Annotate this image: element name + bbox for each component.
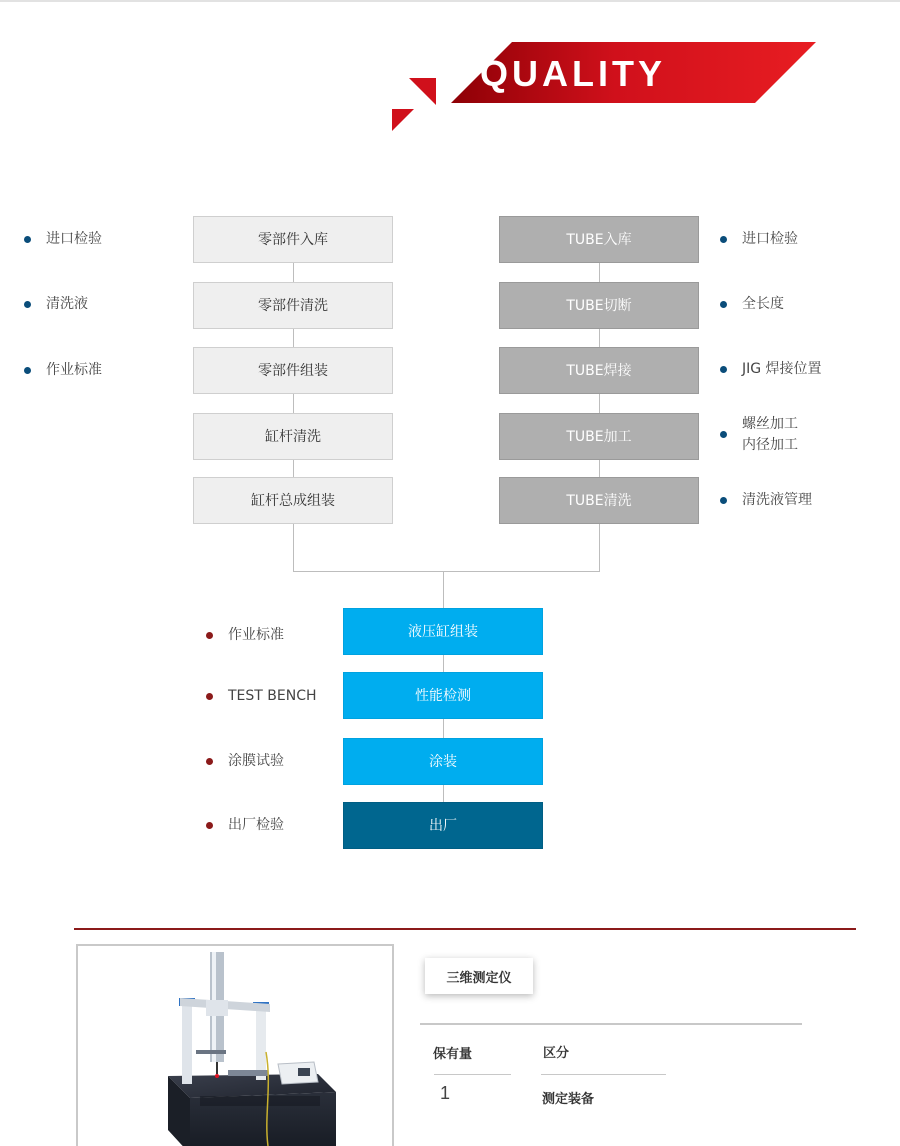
note-text: 涂膜试验	[228, 753, 284, 769]
flow-step-label: TUBE加工	[566, 428, 632, 445]
note-text: JIG 焊接位置	[742, 361, 822, 377]
note-text: 作业标准	[46, 362, 102, 378]
bullet-dot-icon	[720, 301, 727, 308]
note-text: TEST BENCH	[228, 688, 317, 704]
bottom-note	[206, 686, 317, 707]
flow-step-tube-cutting	[499, 282, 699, 329]
qty-underline	[434, 1074, 511, 1075]
top-divider	[0, 0, 900, 2]
right-note	[720, 359, 822, 380]
note-text: 清洗液管理	[742, 492, 812, 508]
flow-step-parts-receiving	[193, 216, 393, 263]
flow-step-parts-cleaning	[193, 282, 393, 329]
qty-value: 1	[440, 1083, 451, 1103]
flow-step-label: TUBE入库	[566, 231, 632, 248]
flow-step-label: 零部件组装	[258, 362, 328, 379]
merge-connector	[293, 571, 600, 572]
category-value: 测定装备	[542, 1092, 595, 1107]
flow-step-label: 液压缸组装	[408, 623, 478, 640]
right-note	[720, 490, 812, 511]
flow-step-painting	[343, 738, 543, 785]
bullet-dot-icon	[720, 366, 727, 373]
bottom-note	[206, 751, 284, 772]
flow-step-label: TUBE切断	[566, 297, 632, 314]
flow-step-tube-welding	[499, 347, 699, 394]
section-divider	[74, 928, 856, 930]
flow-step-label: 性能检测	[415, 687, 471, 704]
flow-step-label: 涂装	[429, 753, 457, 770]
note-text: 出厂检验	[228, 817, 284, 833]
note-text: 全长度	[742, 296, 784, 312]
flow-step-label: 出厂	[429, 817, 457, 834]
equipment-name-tag	[425, 958, 533, 994]
note-line: 内径加工	[742, 437, 798, 453]
cmm-machine-image	[78, 946, 394, 1146]
flow-step-label: TUBE焊接	[566, 362, 632, 379]
flow-step-shipping	[343, 802, 543, 849]
banner-triangle-lower	[392, 109, 414, 131]
right-note	[720, 294, 784, 315]
qty-header: 保有量	[433, 1047, 473, 1062]
category-underline	[541, 1074, 666, 1075]
flow-step-label: 缸杆清洗	[265, 428, 321, 445]
note-text: 进口检验	[742, 231, 798, 247]
right-note	[720, 229, 798, 250]
flow-step-tube-cleaning	[499, 477, 699, 524]
bullet-dot-icon	[24, 236, 31, 243]
bullet-dot-icon	[720, 431, 727, 438]
bullet-dot-icon	[206, 758, 213, 765]
equipment-name: 三维测定仪	[446, 970, 512, 986]
category-header: 区分	[543, 1046, 570, 1061]
left-note	[24, 360, 102, 381]
bullet-dot-icon	[24, 301, 31, 308]
bullet-dot-icon	[206, 822, 213, 829]
right-note	[720, 414, 798, 456]
note-text	[742, 414, 798, 456]
flow-step-parts-assembly	[193, 347, 393, 394]
flow-step-rod-cleaning	[193, 413, 393, 460]
note-text: 清洗液	[46, 296, 88, 312]
flow-step-cylinder-assembly	[343, 608, 543, 655]
banner-triangle-upper	[409, 78, 436, 105]
bullet-dot-icon	[206, 632, 213, 639]
bottom-note	[206, 815, 284, 836]
bullet-dot-icon	[24, 367, 31, 374]
flow-step-tube-receiving	[499, 216, 699, 263]
spec-divider	[420, 1023, 802, 1025]
bullet-dot-icon	[720, 497, 727, 504]
left-note	[24, 229, 102, 250]
bullet-dot-icon	[720, 236, 727, 243]
left-note	[24, 294, 88, 315]
flow-step-rod-assembly	[193, 477, 393, 524]
banner-title: QUALITY	[480, 53, 666, 94]
flow-step-label: TUBE清洗	[566, 492, 632, 509]
equipment-photo	[76, 944, 394, 1146]
quality-banner	[390, 40, 820, 135]
flow-step-tube-machining	[499, 413, 699, 460]
note-text: 作业标准	[228, 627, 284, 643]
note-line: 螺丝加工	[742, 416, 798, 432]
note-text: 进口检验	[46, 231, 102, 247]
bullet-dot-icon	[206, 693, 213, 700]
flow-step-performance-test	[343, 672, 543, 719]
flow-step-label: 零部件清洗	[258, 297, 328, 314]
flow-step-label: 缸杆总成组装	[251, 492, 335, 509]
bottom-note	[206, 625, 284, 646]
flow-step-label: 零部件入库	[258, 231, 328, 248]
